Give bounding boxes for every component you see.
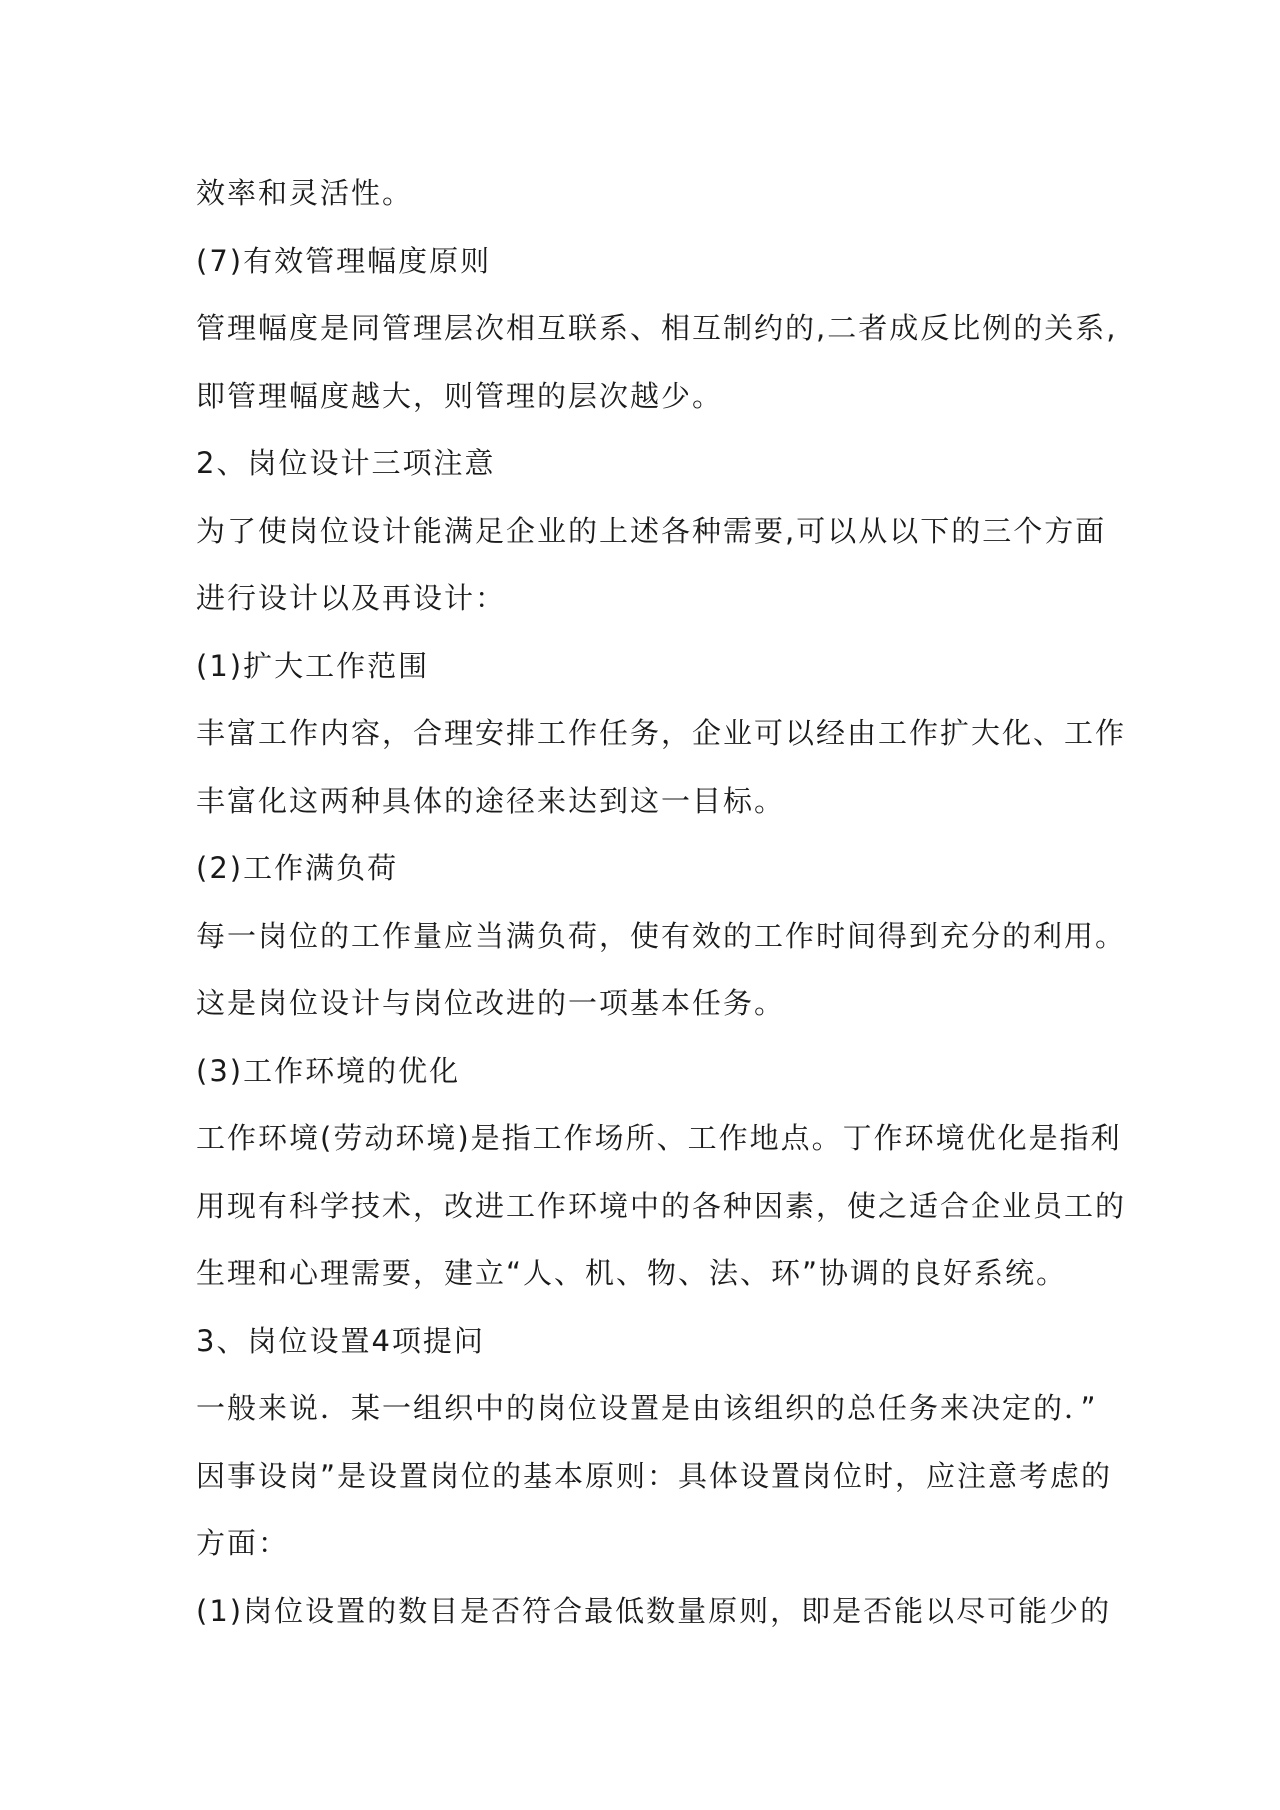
paragraph-line: 每一岗位的工作量应当满负荷，使有效的工作时间得到充分的利用。 bbox=[196, 918, 1127, 953]
paragraph-line: 管理幅度是同管理层次相互联系、相互制约的,二者成反比例的关系, bbox=[196, 311, 1118, 345]
paragraph-line: 工作环境(劳动环境)是指工作场所、工作地点。丁作环境优化是指利 bbox=[196, 1121, 1122, 1155]
section-heading: (3)工作环境的优化 bbox=[196, 1053, 461, 1088]
paragraph-line: 生理和心理需要，建立“人、机、物、法、环”协调的良好系统。 bbox=[196, 1256, 1068, 1290]
paragraph-line: 丰富工作内容，合理安排工作任务，企业可以经由工作扩大化、工作 bbox=[196, 716, 1127, 750]
paragraph-line: 效率和灵活性。 bbox=[196, 176, 414, 210]
paragraph-line: 用现有科学技术，改进工作环境中的各种因素，使之适合企业员工的 bbox=[196, 1188, 1127, 1223]
section-heading: (7)有效管理幅度原则 bbox=[196, 243, 492, 278]
paragraph-line: 丰富化这两种具体的途径来达到这一目标。 bbox=[196, 783, 786, 818]
section-heading: 3、岗位设置4项提问 bbox=[196, 1323, 485, 1358]
paragraph-line: 为了使岗位设计能满足企业的上述各种需要,可以从以下的三个方面 bbox=[196, 513, 1107, 548]
document-body bbox=[196, 160, 1127, 1645]
paragraph-line: 一般来说．某一组织中的岗位设置是由该组织的总任务来决定的．” bbox=[196, 1391, 1098, 1425]
paragraph-line: 进行设计以及再设计： bbox=[196, 581, 507, 615]
paragraph-line: 因事设岗”是设置岗位的基本原则：具体设置岗位时，应注意考虑的 bbox=[196, 1458, 1113, 1493]
paragraph-line: (1)岗位设置的数目是否符合最低数量原则，即是否能以尽可能少的 bbox=[196, 1593, 1112, 1628]
section-heading: (1)扩大工作范围 bbox=[196, 648, 430, 683]
section-heading: 2、岗位设计三项注意 bbox=[196, 446, 496, 480]
paragraph-line: 这是岗位设计与岗位改进的一项基本任务。 bbox=[196, 986, 786, 1020]
section-heading: (2)工作满负荷 bbox=[196, 851, 399, 885]
paragraph-line: 方面： bbox=[196, 1526, 290, 1560]
paragraph-line: 即管理幅度越大，则管理的层次越少。 bbox=[196, 378, 724, 413]
